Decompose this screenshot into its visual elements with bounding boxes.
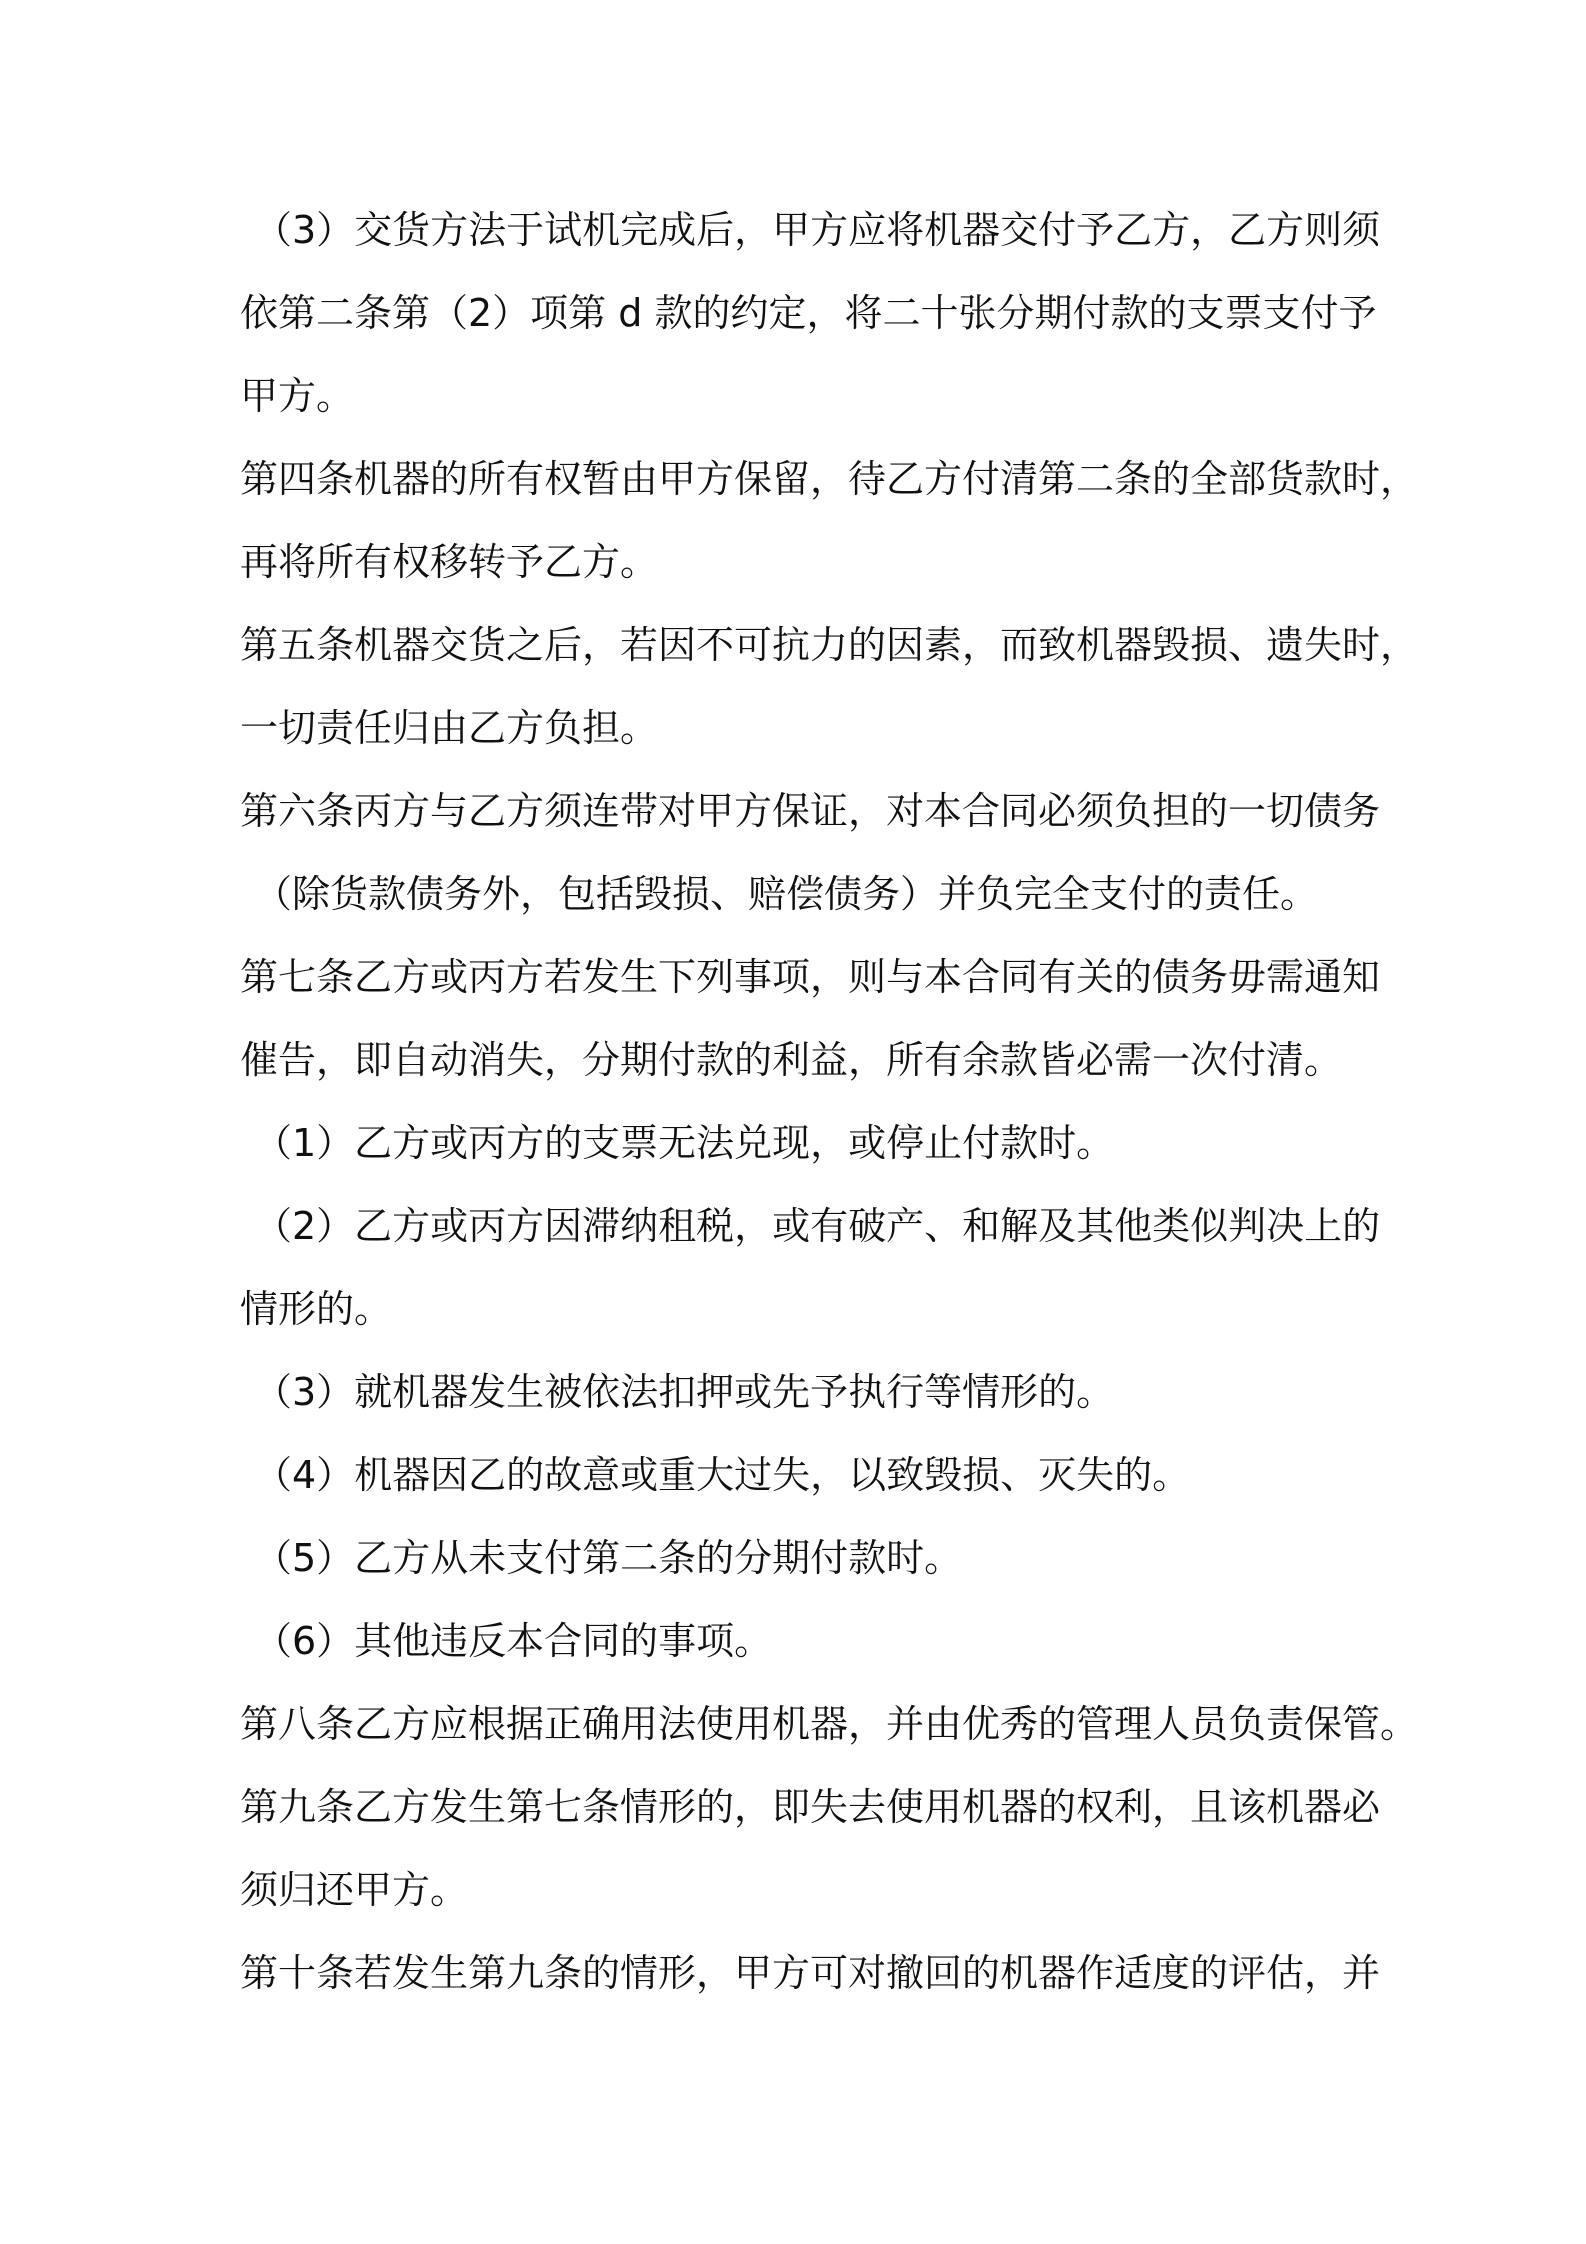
clause-8-line-1: 第八条乙方应根据正确用法使用机器，并由优秀的管理人员负责保管。 (240, 1702, 1419, 1746)
clause-7-line-2: 催告，即自动消失，分期付款的利益，所有余款皆必需一次付清。 (240, 1038, 1343, 1082)
contract-text-body (240, 200, 1419, 2026)
clause-7-line-1: 第七条乙方或丙方若发生下列事项，则与本合同有关的债务毋需通知 (240, 955, 1381, 999)
clause-6-line-1: 第六条丙方与乙方须连带对甲方保证，对本合同必须负担的一切债务 (240, 789, 1381, 833)
clause-9-line-1: 第九条乙方发生第七条情形的，即失去使用机器的权利，且该机器必 (240, 1785, 1381, 1829)
clause-7-item-2-line-2: 情形的。 (240, 1287, 393, 1331)
clause-3-item-3-line-2: 依第二条第（2）项第 d 款的约定，将二十张分期付款的支票支付予 (240, 291, 1377, 335)
clause-7-item-5: （5）乙方从未支付第二条的分期付款时。 (254, 1536, 963, 1580)
clause-7-item-1: （1）乙方或丙方的支票无法兑现，或停止付款时。 (254, 1121, 1115, 1165)
clause-9-line-2: 须归还甲方。 (240, 1868, 469, 1912)
clause-7-item-2-line-1: （2）乙方或丙方因滞纳租税，或有破产、和解及其他类似判决上的 (254, 1204, 1381, 1248)
clause-7-item-4: （4）机器因乙的故意或重大过失，以致毁损、灭失的。 (254, 1453, 1191, 1497)
clause-3-item-3-line-3: 甲方。 (240, 374, 355, 418)
clause-4-line-2: 再将所有权移转予乙方。 (240, 540, 659, 584)
clause-10-line-1: 第十条若发生第九条的情形，甲方可对撤回的机器作适度的评估，并 (240, 1951, 1381, 1995)
clause-4-line-1: 第四条机器的所有权暂由甲方保留，待乙方付清第二条的全部货款时， (240, 457, 1419, 501)
clause-3-item-3-line-1: （3）交货方法于试机完成后，甲方应将机器交付予乙方，乙方则须 (254, 208, 1381, 252)
clause-5-line-1: 第五条机器交货之后，若因不可抗力的因素，而致机器毁损、遗失时， (240, 623, 1419, 667)
clause-5-line-2: 一切责任归由乙方负担。 (240, 706, 659, 750)
clause-7-item-6: （6）其他违反本合同的事项。 (254, 1619, 773, 1663)
clause-7-item-3: （3）就机器发生被依法扣押或先予执行等情形的。 (254, 1370, 1115, 1414)
clause-6-line-2: （除货款债务外，包括毁损、赔偿债务）并负完全支付的责任。 (254, 872, 1319, 916)
